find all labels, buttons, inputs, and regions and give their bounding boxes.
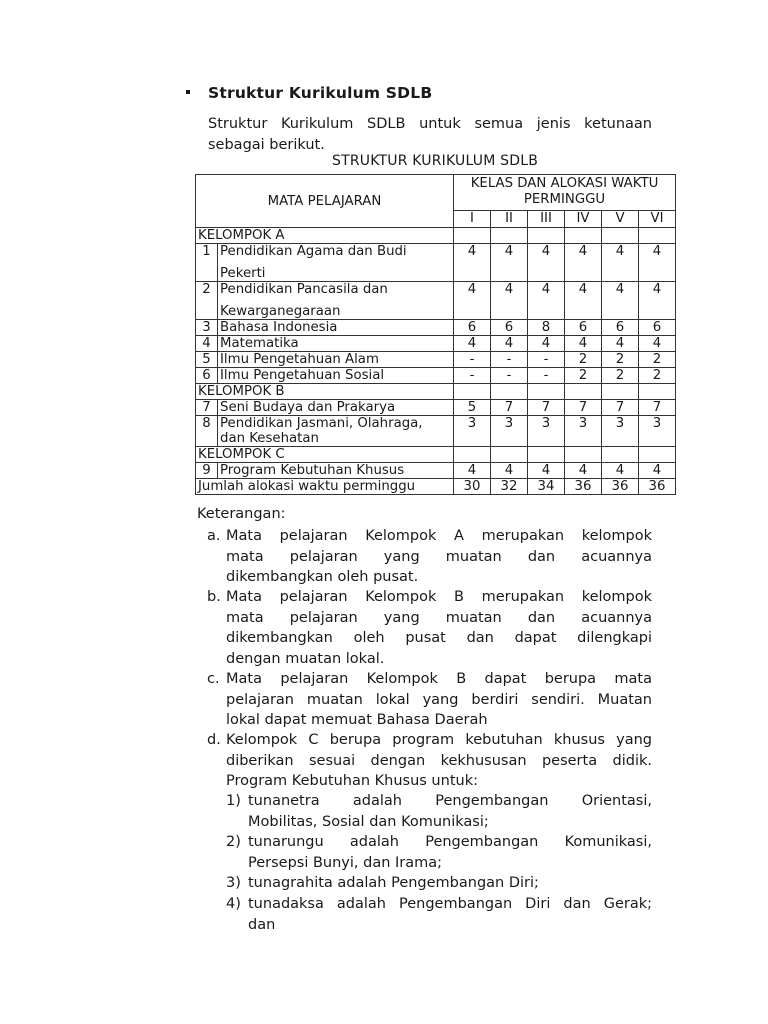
total-value: 36 — [602, 479, 639, 495]
keterangan-subitem-text — [248, 791, 652, 832]
empty-cell — [454, 228, 491, 244]
intro-line: sebagai berikut. — [208, 137, 325, 153]
hour-value: 2 — [602, 368, 639, 384]
grade-header: IV — [565, 210, 602, 227]
subject-name-line: Pendidikan Pancasila dan — [220, 282, 388, 297]
table-row — [196, 282, 676, 320]
hour-value: 4 — [491, 282, 528, 320]
empty-cell — [565, 228, 602, 244]
keterangan-item-line: lokal dapat memuat Bahasa Daerah — [226, 712, 488, 728]
keterangan-subitem-text — [248, 873, 652, 894]
hour-value: 2 — [565, 352, 602, 368]
hour-value: 4 — [639, 463, 676, 479]
table-row — [196, 352, 676, 368]
subject-name-line: Ilmu Pengetahuan Sosial — [220, 368, 385, 383]
hour-value: 4 — [565, 282, 602, 320]
keterangan-item-line: Program Kebutuhan Khusus untuk: — [226, 773, 478, 789]
hour-value: - — [491, 352, 528, 368]
table-row — [196, 244, 676, 282]
group-label: KELOMPOK B — [196, 384, 454, 400]
table-row — [196, 463, 676, 479]
row-number: 1 — [196, 244, 218, 282]
hour-value: 4 — [565, 463, 602, 479]
hour-value: 6 — [602, 320, 639, 336]
keterangan-subitem-marker: 3) — [226, 875, 241, 891]
hour-value: - — [454, 368, 491, 384]
hour-value: 5 — [454, 400, 491, 416]
row-number: 4 — [196, 336, 218, 352]
table-row — [196, 336, 676, 352]
total-value: 36 — [565, 479, 602, 495]
hour-value: 4 — [491, 244, 528, 282]
col-header-kelas: KELAS DAN ALOKASI WAKTU PERMINGGU — [454, 175, 676, 211]
hour-value: 7 — [639, 400, 676, 416]
hour-value: 4 — [454, 463, 491, 479]
total-value: 36 — [639, 479, 676, 495]
empty-cell — [491, 447, 528, 463]
row-number: 6 — [196, 368, 218, 384]
row-number: 5 — [196, 352, 218, 368]
subject-name — [218, 463, 454, 479]
subject-name-line: Program Kebutuhan Khusus — [220, 463, 405, 478]
hour-value: 4 — [639, 336, 676, 352]
keterangan-subitem-marker: 2) — [226, 834, 241, 850]
keterangan-item-text — [226, 526, 652, 588]
empty-cell — [639, 384, 676, 400]
keterangan-subitem-marker: 4) — [226, 896, 241, 912]
total-value: 34 — [528, 479, 565, 495]
table-row — [196, 416, 676, 447]
row-number: 8 — [196, 416, 218, 447]
keterangan-item-text — [226, 669, 652, 731]
keterangan-item-marker: a. — [207, 528, 221, 544]
empty-cell — [491, 384, 528, 400]
hour-value: 7 — [565, 400, 602, 416]
subject-name-line: Ilmu Pengetahuan Alam — [220, 352, 379, 367]
row-number: 7 — [196, 400, 218, 416]
keterangan-subitem-line: tunagrahita adalah Pengembangan Diri; — [248, 875, 539, 891]
keterangan-label: Keterangan: — [197, 506, 286, 522]
empty-cell — [602, 384, 639, 400]
group-row — [196, 384, 676, 400]
keterangan-item-line: mata pelajaran yang muatan dan acuannya — [226, 609, 652, 626]
grade-header: I — [454, 210, 491, 227]
hour-value: 4 — [602, 244, 639, 282]
subject-name-line: dan Kesehatan — [220, 431, 319, 446]
empty-cell — [528, 384, 565, 400]
subject-name — [218, 352, 454, 368]
grade-header: V — [602, 210, 639, 227]
grade-header: VI — [639, 210, 676, 227]
hour-value: 3 — [602, 416, 639, 447]
hour-value: 4 — [602, 282, 639, 320]
hour-value: 8 — [528, 320, 565, 336]
hour-value: 4 — [491, 463, 528, 479]
empty-cell — [602, 447, 639, 463]
hour-value: 4 — [528, 336, 565, 352]
subject-name — [218, 400, 454, 416]
keterangan-subitem-marker: 1) — [226, 793, 241, 809]
subject-name — [218, 282, 454, 320]
subject-name-line: Seni Budaya dan Prakarya — [220, 400, 396, 415]
hour-value: 2 — [565, 368, 602, 384]
empty-cell — [528, 447, 565, 463]
hour-value: 4 — [454, 244, 491, 282]
subject-name — [218, 368, 454, 384]
hour-value: 7 — [491, 400, 528, 416]
keterangan-subitem-line: tunanetra adalah Pengembangan Orientasi, — [248, 793, 652, 809]
hour-value: 4 — [565, 244, 602, 282]
hour-value: 4 — [602, 463, 639, 479]
hour-value: 4 — [491, 336, 528, 352]
hour-value: 4 — [565, 336, 602, 352]
group-row — [196, 228, 676, 244]
table-row — [196, 368, 676, 384]
hour-value: 4 — [602, 336, 639, 352]
hour-value: 4 — [528, 282, 565, 320]
keterangan-subitem-line: Persepsi Bunyi, dan Irama; — [248, 854, 443, 871]
keterangan-item-marker: d. — [207, 732, 221, 748]
keterangan-subitem-line: tunadaksa adalah Pengembangan Diri dan Gerak; — [248, 896, 652, 912]
keterangan-subitem-line: tunarungu adalah Pengembangan Komunikasi, — [248, 834, 652, 850]
table-title: STRUKTUR KURIKULUM SDLB — [332, 153, 538, 169]
subject-name-line: Kewarganegaraan — [220, 304, 341, 319]
keterangan-subitem-line: Mobilitas, Sosial dan Komunikasi; — [248, 813, 489, 830]
empty-cell — [639, 228, 676, 244]
hour-value: 4 — [528, 244, 565, 282]
subject-name — [218, 244, 454, 282]
keterangan-item-line: diberikan sesuai dengan kekhususan peserta didik. — [226, 752, 652, 769]
keterangan-item-line: Mata pelajaran Kelompok B merupakan kelompok — [226, 589, 652, 605]
keterangan-subitem-text — [248, 832, 652, 873]
empty-cell — [565, 384, 602, 400]
hour-value: - — [454, 352, 491, 368]
empty-cell — [602, 228, 639, 244]
keterangan-item-marker: c. — [207, 671, 220, 687]
section-heading: Struktur Kurikulum SDLB — [208, 84, 433, 102]
keterangan-subitem-text — [248, 894, 652, 935]
total-value: 30 — [454, 479, 491, 495]
subject-name — [218, 416, 454, 447]
col-header-mata: MATA PELAJARAN — [196, 175, 454, 228]
keterangan-item-line: Mata pelajaran Kelompok A merupakan kelompok — [226, 528, 652, 544]
empty-cell — [454, 384, 491, 400]
row-number: 9 — [196, 463, 218, 479]
hour-value: 3 — [454, 416, 491, 447]
table-row — [196, 320, 676, 336]
subject-name-line: Pendidikan Jasmani, Olahraga, — [220, 416, 423, 431]
group-label: KELOMPOK C — [196, 447, 454, 463]
hour-value: 3 — [565, 416, 602, 447]
row-number: 2 — [196, 282, 218, 320]
intro-line: Struktur Kurikulum SDLB untuk semua jenis ketunaan — [208, 116, 652, 132]
hour-value: 4 — [639, 244, 676, 282]
empty-cell — [565, 447, 602, 463]
hour-value: 6 — [454, 320, 491, 336]
empty-cell — [528, 228, 565, 244]
hour-value: 2 — [639, 352, 676, 368]
keterangan-item-text — [226, 730, 652, 792]
keterangan-item-line: Kelompok C berupa program kebutuhan khusus yang — [226, 732, 652, 748]
row-number: 3 — [196, 320, 218, 336]
hour-value: 6 — [639, 320, 676, 336]
grade-header: II — [491, 210, 528, 227]
subject-name — [218, 320, 454, 336]
hour-value: 6 — [565, 320, 602, 336]
keterangan-item-marker: b. — [207, 589, 221, 605]
hour-value: 4 — [528, 463, 565, 479]
group-row — [196, 447, 676, 463]
hour-value: 2 — [602, 352, 639, 368]
table-row — [196, 400, 676, 416]
total-row — [196, 479, 676, 495]
hour-value: 4 — [454, 282, 491, 320]
empty-cell — [639, 447, 676, 463]
keterangan-item-line: dengan muatan lokal. — [226, 650, 385, 667]
hour-value: 7 — [602, 400, 639, 416]
subject-name-line: Matematika — [220, 336, 299, 351]
total-value: 32 — [491, 479, 528, 495]
curriculum-table — [195, 174, 676, 495]
hour-value: 7 — [528, 400, 565, 416]
table-header-row — [196, 175, 676, 211]
keterangan-item-line: mata pelajaran yang muatan dan acuannya — [226, 548, 652, 565]
hour-value: - — [528, 368, 565, 384]
empty-cell — [454, 447, 491, 463]
subject-name-line: Pekerti — [220, 266, 266, 281]
subject-name-line: Pendidikan Agama dan Budi — [220, 244, 407, 259]
subject-name-line: Bahasa Indonesia — [220, 320, 338, 335]
hour-value: 3 — [528, 416, 565, 447]
hour-value: - — [528, 352, 565, 368]
keterangan-item-line: dikembangkan oleh pusat. — [226, 569, 419, 585]
keterangan-item-line: pelajaran muatan lokal yang berdiri sendiri. Muatan — [226, 691, 652, 708]
hour-value: 3 — [639, 416, 676, 447]
keterangan-item-line: dikembangkan oleh pusat dan dapat dilengkapi — [226, 630, 652, 646]
bullet-marker — [186, 90, 190, 94]
total-label: Jumlah alokasi waktu perminggu — [196, 479, 454, 495]
keterangan-item-line: Mata pelajaran Kelompok B dapat berupa mata — [226, 671, 652, 687]
hour-value: - — [491, 368, 528, 384]
subject-name — [218, 336, 454, 352]
hour-value: 2 — [639, 368, 676, 384]
hour-value: 6 — [491, 320, 528, 336]
grade-header: III — [528, 210, 565, 227]
hour-value: 4 — [454, 336, 491, 352]
keterangan-subitem-line: dan — [248, 916, 276, 933]
hour-value: 4 — [639, 282, 676, 320]
group-label: KELOMPOK A — [196, 228, 454, 244]
keterangan-item-text — [226, 587, 652, 669]
hour-value: 3 — [491, 416, 528, 447]
empty-cell — [491, 228, 528, 244]
